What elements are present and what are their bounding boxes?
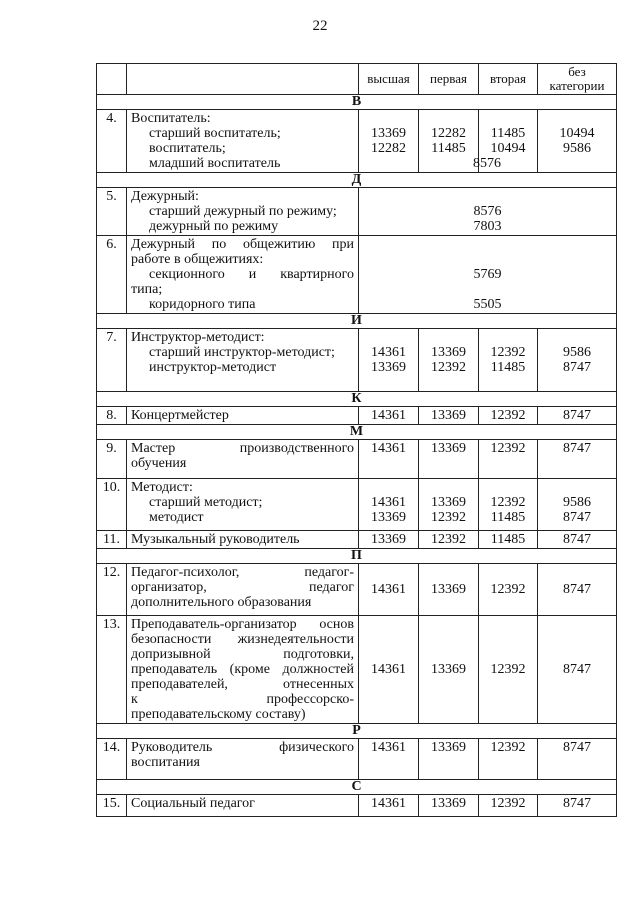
table-row-12 (97, 564, 617, 616)
header-row (97, 64, 617, 95)
header-no-category-line1: без (568, 64, 586, 79)
letter-row-v (97, 95, 617, 110)
row-4-sub2: воспитатель; (149, 141, 226, 156)
table-row-8 (97, 407, 617, 425)
value: 10494 (490, 141, 526, 156)
value: 13369 (371, 510, 406, 525)
value: 5505 (473, 297, 502, 312)
value: 12392 (431, 510, 466, 525)
row-title (127, 479, 359, 531)
row-title: Социальный педагог (127, 795, 359, 817)
page-number: 22 (312, 18, 328, 34)
value: 13369 (431, 345, 466, 360)
header-no-category (538, 64, 617, 95)
row-number: 5. (97, 188, 127, 236)
row-10-no-category (538, 479, 617, 531)
row-5-merged-values (359, 188, 617, 236)
table-row-10 (97, 479, 617, 531)
value: 11485 (490, 126, 526, 141)
row-13-t5: преподавателей, отнесенных (131, 677, 354, 692)
row-9-second: 12392 (479, 440, 538, 479)
row-number: 9. (97, 440, 127, 479)
letter-row-r (97, 724, 617, 739)
row-title (127, 329, 359, 392)
row-7-title: Инструктор-методист: (131, 330, 265, 345)
table-row-6 (97, 236, 617, 314)
row-7-no-category (538, 329, 617, 392)
row-number: 12. (97, 564, 127, 616)
row-13-second: 12392 (479, 616, 538, 724)
row-10-first (419, 479, 479, 531)
table-row-15 (97, 795, 617, 817)
row-8-second: 12392 (479, 407, 538, 425)
row-8-no-category: 8747 (538, 407, 617, 425)
row-5-sub1: старший дежурный по режиму; (149, 204, 337, 219)
row-7-first (419, 329, 479, 392)
row-13-no-category: 8747 (538, 616, 617, 724)
value: 5769 (473, 267, 502, 282)
row-11-no-category: 8747 (538, 531, 617, 549)
row-number: 6. (97, 236, 127, 314)
row-12-no-category: 8747 (538, 564, 617, 616)
row-13-t4: преподаватель (кроме должностей (131, 662, 354, 677)
row-number: 13. (97, 616, 127, 724)
row-7-highest (359, 329, 419, 392)
value: 10494 (559, 126, 595, 141)
header-no-category-line2: категории (549, 78, 605, 93)
row-6-sub2: коридорного типа (149, 297, 256, 312)
row-number: 10. (97, 479, 127, 531)
row-9-highest: 14361 (359, 440, 419, 479)
row-number: 15. (97, 795, 127, 817)
row-8-highest: 14361 (359, 407, 419, 425)
row-5-title: Дежурный: (131, 189, 199, 204)
row-13-highest: 14361 (359, 616, 419, 724)
table-row-5 (97, 188, 617, 236)
header-second: вторая (479, 64, 538, 95)
value: 11485 (431, 141, 466, 156)
row-12-highest: 14361 (359, 564, 419, 616)
value: 12392 (490, 345, 526, 360)
value: 8576 (473, 204, 502, 219)
row-title (127, 110, 359, 173)
table-row-9 (97, 440, 617, 479)
row-title (127, 188, 359, 236)
row-title: Концертмейстер (127, 407, 359, 425)
row-11-first: 12392 (419, 531, 479, 549)
row-6-sub1a: секционного и квартирного (149, 267, 354, 282)
row-10-highest (359, 479, 419, 531)
row-6-title1: Дежурный по общежитию при (131, 237, 354, 252)
salary-table (96, 63, 617, 817)
row-15-no-category: 8747 (538, 795, 617, 817)
row-6-merged-values (359, 236, 617, 314)
row-title (127, 236, 359, 314)
value: 13369 (371, 126, 406, 141)
row-7-sub2: инструктор-методист (149, 360, 277, 375)
row-14-t2: воспитания (131, 755, 200, 770)
value: 11485 (490, 510, 526, 525)
row-4-sub3: младший воспитатель (149, 156, 281, 171)
value: 13369 (431, 495, 466, 510)
row-4-sub1: старший воспитатель; (149, 126, 281, 141)
letter-m: М (97, 425, 617, 440)
value: 9586 (563, 345, 591, 360)
table-row-14 (97, 739, 617, 780)
row-number: 14. (97, 739, 127, 780)
value: 7803 (473, 219, 502, 234)
row-12-first: 13369 (419, 564, 479, 616)
value: 14361 (371, 495, 406, 510)
row-10-title: Методист: (131, 480, 193, 495)
row-15-second: 12392 (479, 795, 538, 817)
row-15-highest: 14361 (359, 795, 419, 817)
value: 12282 (431, 126, 466, 141)
row-10-sub1: старший методист; (149, 495, 263, 510)
letter-row-m (97, 425, 617, 440)
row-5-sub2: дежурный по режиму (149, 219, 279, 234)
value: 9586 (563, 141, 591, 156)
value: 14361 (371, 345, 406, 360)
value: 12282 (371, 141, 406, 156)
row-14-no-category: 8747 (538, 739, 617, 780)
row-4-title: Воспитатель: (131, 111, 211, 126)
letter-row-i (97, 314, 617, 329)
header-highest: высшая (359, 64, 419, 95)
row-number: 7. (97, 329, 127, 392)
row-title (127, 564, 359, 616)
row-number: 8. (97, 407, 127, 425)
value: 12392 (490, 495, 526, 510)
row-6-sub1b: типа; (131, 282, 163, 297)
table-row-11 (97, 531, 617, 549)
row-12-t3: дополнительного образования (131, 595, 312, 610)
table-row-13 (97, 616, 617, 724)
row-12-t2: организатор, педагог (131, 580, 354, 595)
letter-s: С (97, 780, 617, 795)
row-13-t1: Преподаватель-организатор основ (131, 617, 354, 632)
letter-i: И (97, 314, 617, 329)
value: 9586 (563, 495, 591, 510)
row-title (127, 739, 359, 780)
row-9-title2: обучения (131, 456, 187, 471)
value: 13369 (371, 360, 406, 375)
row-13-t6: к профессорско- (131, 692, 354, 707)
value: 8747 (563, 510, 591, 525)
row-9-first: 13369 (419, 440, 479, 479)
row-12-t1: Педагог-психолог, педагог- (131, 565, 354, 580)
row-10-second (479, 479, 538, 531)
letter-row-p (97, 549, 617, 564)
row-9-no-category: 8747 (538, 440, 617, 479)
row-12-second: 12392 (479, 564, 538, 616)
header-title-cell (127, 64, 359, 95)
letter-p: П (97, 549, 617, 564)
letter-d: Д (97, 173, 617, 188)
row-7-second (479, 329, 538, 392)
table-row-4 (97, 110, 617, 173)
row-title: Музыкальный руководитель (127, 531, 359, 549)
row-13-first: 13369 (419, 616, 479, 724)
table-row-7 (97, 329, 617, 392)
letter-r: Р (97, 724, 617, 739)
row-7-sub1: старший инструктор-методист; (149, 345, 335, 360)
row-14-highest: 14361 (359, 739, 419, 780)
row-title (127, 616, 359, 724)
letter-row-k (97, 392, 617, 407)
letter-k: К (97, 392, 617, 407)
header-first: первая (419, 64, 479, 95)
value: 11485 (490, 360, 526, 375)
letter-v: В (97, 95, 617, 110)
row-13-t3: допризывной подготовки, (131, 647, 354, 662)
value: 8747 (563, 360, 591, 375)
letter-row-d (97, 173, 617, 188)
row-6-title2: работе в общежитиях: (131, 252, 264, 267)
row-11-second: 11485 (479, 531, 538, 549)
row-number: 11. (97, 531, 127, 549)
row-15-first: 13369 (419, 795, 479, 817)
row-14-second: 12392 (479, 739, 538, 780)
row-10-sub2: методист (149, 510, 204, 525)
row-9-title1: Мастер производственного (131, 441, 354, 456)
value: 12392 (431, 360, 466, 375)
row-14-first: 13369 (419, 739, 479, 780)
row-13-t7: преподавательскому составу) (131, 707, 306, 722)
letter-row-s (97, 780, 617, 795)
row-title (127, 440, 359, 479)
header-num-cell (97, 64, 127, 95)
row-8-first: 13369 (419, 407, 479, 425)
row-number: 4. (97, 110, 127, 173)
row-14-t1: Руководитель физического (131, 740, 354, 755)
row-11-highest: 13369 (359, 531, 419, 549)
row-13-t2: безопасности жизнедеятельности (131, 632, 354, 647)
row-4-merged-value: 8576 (473, 156, 501, 171)
